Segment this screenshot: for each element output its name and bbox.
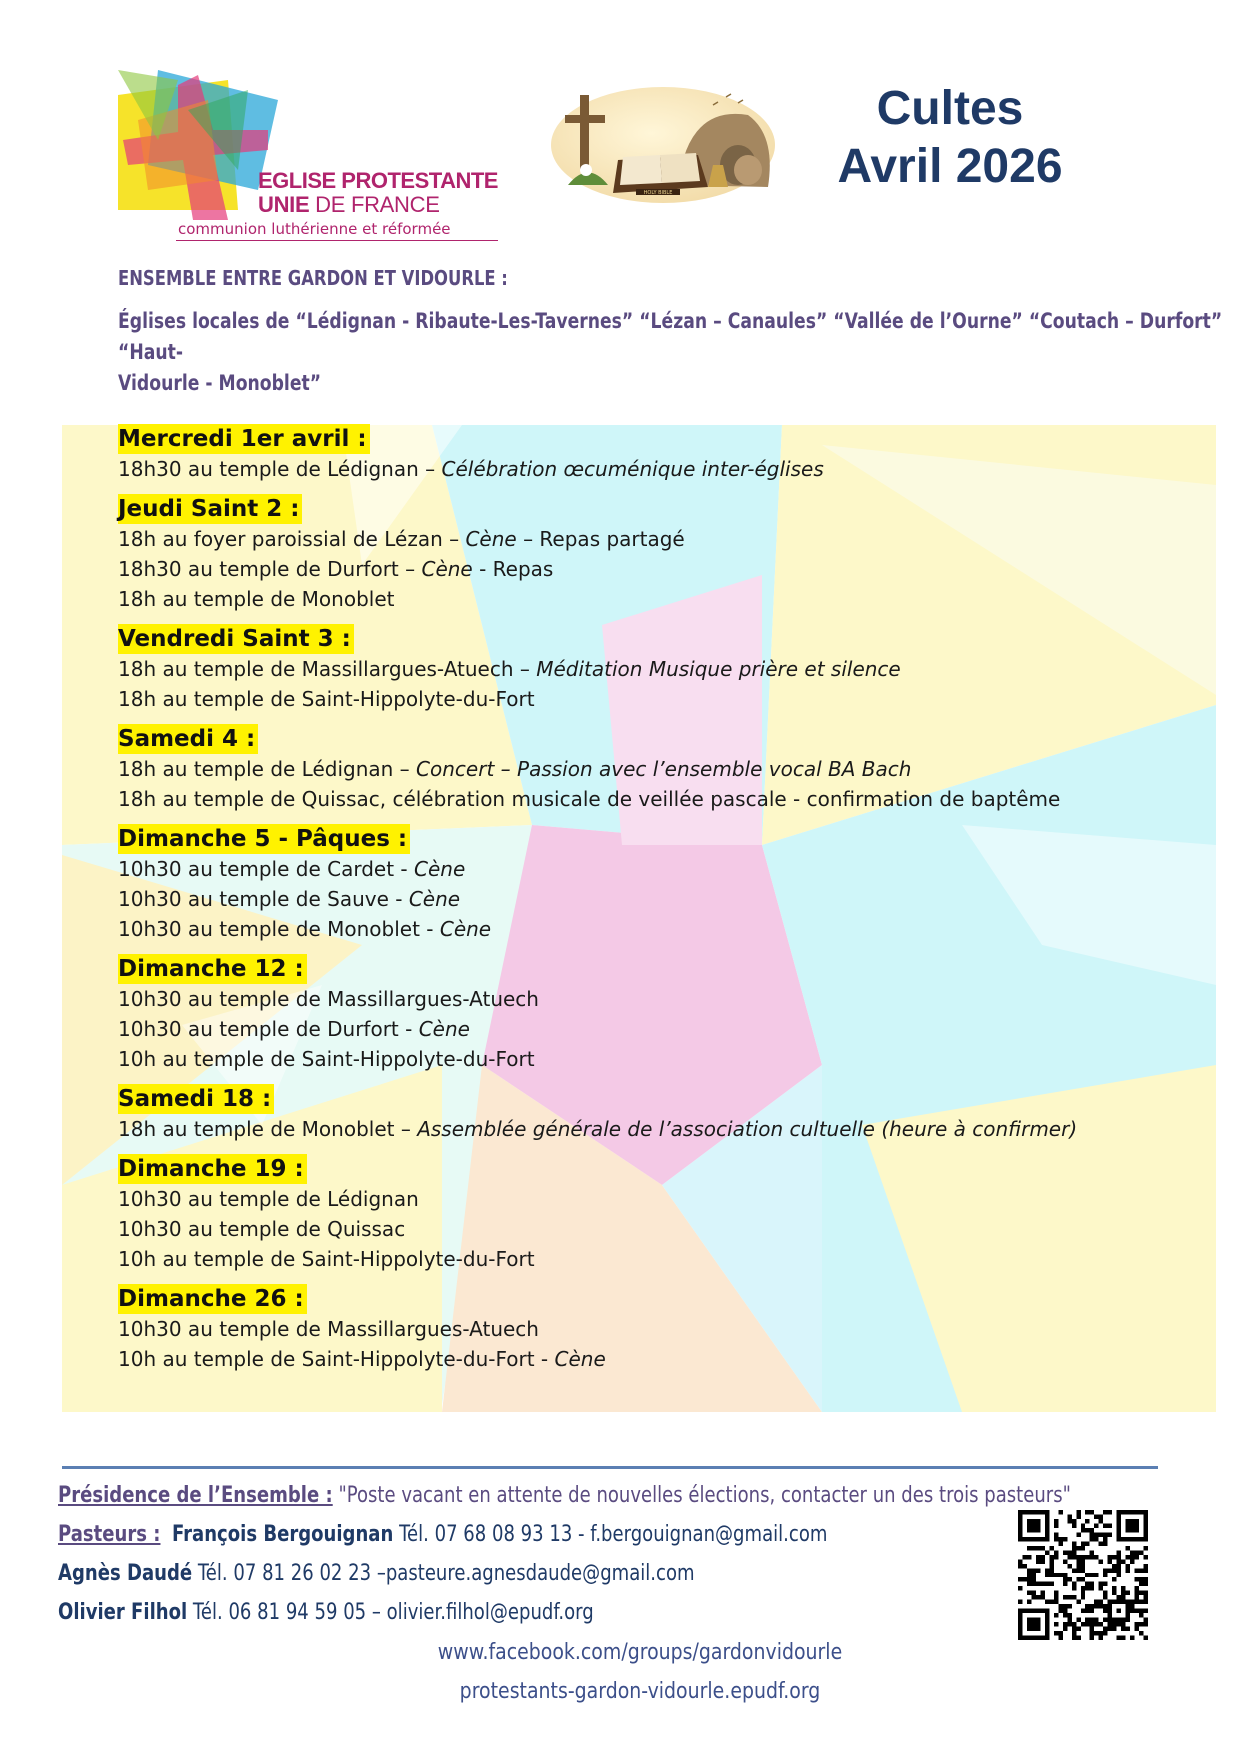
logo-line-2: [258, 192, 440, 218]
event-line: [118, 754, 1208, 784]
local-churches: [118, 306, 1241, 399]
event-text: 18h30 au temple de Durfort –: [118, 557, 422, 581]
easter-illustration: [548, 75, 778, 205]
event-italic: Méditation Musique prière et silence: [536, 657, 901, 681]
pasteur-3-contact: Tél. 06 81 94 59 05 – olivier.filhol@epudf.org: [187, 1600, 594, 1625]
schedule-day: [118, 1284, 1208, 1374]
day-title: Jeudi Saint 2 :: [118, 494, 302, 524]
schedule-day: [118, 624, 1208, 714]
event-line: [118, 684, 1208, 714]
day-title: Samedi 4 :: [118, 724, 258, 754]
event-text: 18h30 au temple de Lédignan –: [118, 457, 442, 481]
pasteur-2-contact: Tél. 07 81 26 02 23 –pasteure.agnesdaude@gmail.com: [192, 1561, 695, 1586]
event-text: 10h30 au temple de Quissac: [118, 1217, 406, 1241]
local-churches-line-1: Églises locales de “Lédignan - Ribaute-Les-Tavernes” “Lézan – Canaules” “Vallée de l’Ourne” “Coutach – Durfort” “Haut-: [118, 309, 1223, 364]
event-text: 10h30 au temple de Lédignan: [118, 1187, 419, 1211]
event-text: 18h au temple de Monoblet –: [118, 1117, 418, 1141]
qr-code[interactable]: [1018, 1510, 1148, 1640]
event-italic: Assemblée générale de l’association cultuelle (heure à confirmer): [417, 1117, 1078, 1141]
event-line: [118, 854, 1208, 884]
facebook-link[interactable]: www.facebook.com/groups/gardonvidourle: [437, 1640, 843, 1665]
schedule-day: [118, 424, 1208, 484]
event-text: 10h au temple de Saint-Hippolyte-du-Fort: [118, 1247, 535, 1271]
event-italic: Cène: [465, 527, 517, 551]
event-line: [118, 454, 1208, 484]
event-tail: - Repas: [472, 557, 554, 581]
event-text: 18h au temple de Saint-Hippolyte-du-Fort: [118, 687, 535, 711]
title-cultes: Cultes: [876, 82, 1024, 135]
pasteur-2-name: Agnès Daudé: [58, 1561, 193, 1586]
event-line: [118, 554, 1208, 584]
event-italic: Cène: [421, 557, 473, 581]
local-churches-line-2: Vidourle - Monoblet”: [118, 371, 322, 395]
event-text: 10h au temple de Saint-Hippolyte-du-Fort: [118, 1047, 535, 1071]
event-text: 10h30 au temple de Massillargues-Atuech: [118, 987, 539, 1011]
pasteurs-label: Pasteurs :: [58, 1522, 161, 1547]
day-title: Vendredi Saint 3 :: [118, 624, 354, 654]
event-text: 18h au temple de Massillargues-Atuech –: [118, 657, 537, 681]
logo-line-2-rest: DE FRANCE: [309, 192, 440, 217]
event-line: [118, 1244, 1208, 1274]
event-text: 10h30 au temple de Sauve -: [118, 887, 409, 911]
pasteur-1-name: François Bergouignan: [171, 1522, 394, 1547]
event-italic: Cène: [414, 857, 466, 881]
logo-tagline: communion luthérienne et réformée: [178, 220, 451, 238]
schedule-day: [118, 724, 1208, 814]
event-line: [118, 654, 1208, 684]
presidence-line: [58, 1476, 1071, 1515]
cross-bible-tomb-icon: [548, 75, 778, 205]
page-title: [820, 80, 1080, 196]
event-text: 10h30 au temple de Massillargues-Atuech: [118, 1317, 539, 1341]
event-text: 10h30 au temple de Cardet -: [118, 857, 414, 881]
logo-line-2-bold: UNIE: [258, 192, 310, 217]
event-line: [118, 1344, 1208, 1374]
event-line: [118, 1044, 1208, 1074]
event-italic: Cène: [554, 1347, 606, 1371]
event-text: 18h au temple de Quissac, célébration musicale de veillée pascale - confirmation de baptême: [118, 787, 1061, 811]
pasteur-2-line: [58, 1554, 1042, 1593]
event-line: [118, 584, 1208, 614]
event-italic: Concert – Passion avec l’ensemble vocal BA Bach: [416, 757, 912, 781]
event-line: [118, 1184, 1208, 1214]
event-line: [118, 1314, 1208, 1344]
event-line: [118, 1014, 1208, 1044]
event-text: 10h30 au temple de Monoblet -: [118, 917, 440, 941]
website-link[interactable]: protestants-gardon-vidourle.epudf.org: [459, 1679, 821, 1704]
pasteur-3-line: [58, 1593, 1042, 1632]
event-line: [118, 1214, 1208, 1244]
event-line: [118, 984, 1208, 1014]
event-line: [118, 1114, 1208, 1144]
pasteur-3-name: Olivier Filhol: [58, 1600, 188, 1625]
event-text: 10h au temple de Saint-Hippolyte-du-Fort -: [118, 1347, 555, 1371]
presidence-text: "Poste vacant en attente de nouvelles élections, contacter un des trois pasteurs": [332, 1483, 1071, 1508]
pasteur-1-contact: Tél. 07 68 08 93 13 - f.bergouignan@gmail.com: [393, 1522, 828, 1547]
title-month: Avril 2026: [837, 140, 1063, 193]
day-title: Dimanche 26 :: [118, 1284, 307, 1314]
ensemble-heading: ENSEMBLE ENTRE GARDON ET VIDOURLE :: [118, 266, 508, 290]
qr-code-icon: [1018, 1510, 1148, 1640]
schedule-day: [118, 954, 1208, 1074]
event-text: 18h au temple de Monoblet: [118, 587, 395, 611]
schedule-day: [118, 1154, 1208, 1274]
event-text: 18h au temple de Lédignan –: [118, 757, 417, 781]
event-tail: – Repas partagé: [516, 527, 685, 551]
bible-caption: HOLY BIBLE: [643, 190, 673, 196]
day-title: Dimanche 12 :: [118, 954, 307, 984]
schedule-day: [118, 494, 1208, 614]
footer-divider: [62, 1466, 1158, 1469]
event-line: [118, 884, 1208, 914]
event-line: [118, 914, 1208, 944]
cross-mosaic-icon: [118, 70, 278, 220]
schedule-day: [118, 824, 1208, 944]
event-italic: Célébration œcuménique inter-églises: [441, 457, 824, 481]
event-line: [118, 784, 1208, 814]
event-italic: Cène: [418, 1017, 470, 1041]
epudf-logo: [118, 70, 498, 240]
logo-underline: [176, 240, 498, 241]
event-text: 18h au foyer paroissial de Lézan –: [118, 527, 466, 551]
schedule-list: [118, 424, 1208, 1384]
schedule-day: [118, 1084, 1208, 1144]
day-title: Samedi 18 :: [118, 1084, 274, 1114]
event-line: [118, 524, 1208, 554]
pasteur-1-line: [58, 1515, 1042, 1554]
event-italic: Cène: [408, 887, 461, 911]
web-links: [380, 1633, 900, 1711]
event-italic: Cène: [439, 917, 492, 941]
presidence-label: Présidence de l’Ensemble :: [58, 1483, 333, 1508]
day-title: Dimanche 5 - Pâques :: [118, 824, 410, 854]
day-title: Mercredi 1er avril :: [118, 424, 370, 454]
day-title: Dimanche 19 :: [118, 1154, 307, 1184]
logo-line-1: EGLISE PROTESTANTE: [258, 168, 498, 193]
event-text: 10h30 au temple de Durfort -: [118, 1017, 419, 1041]
